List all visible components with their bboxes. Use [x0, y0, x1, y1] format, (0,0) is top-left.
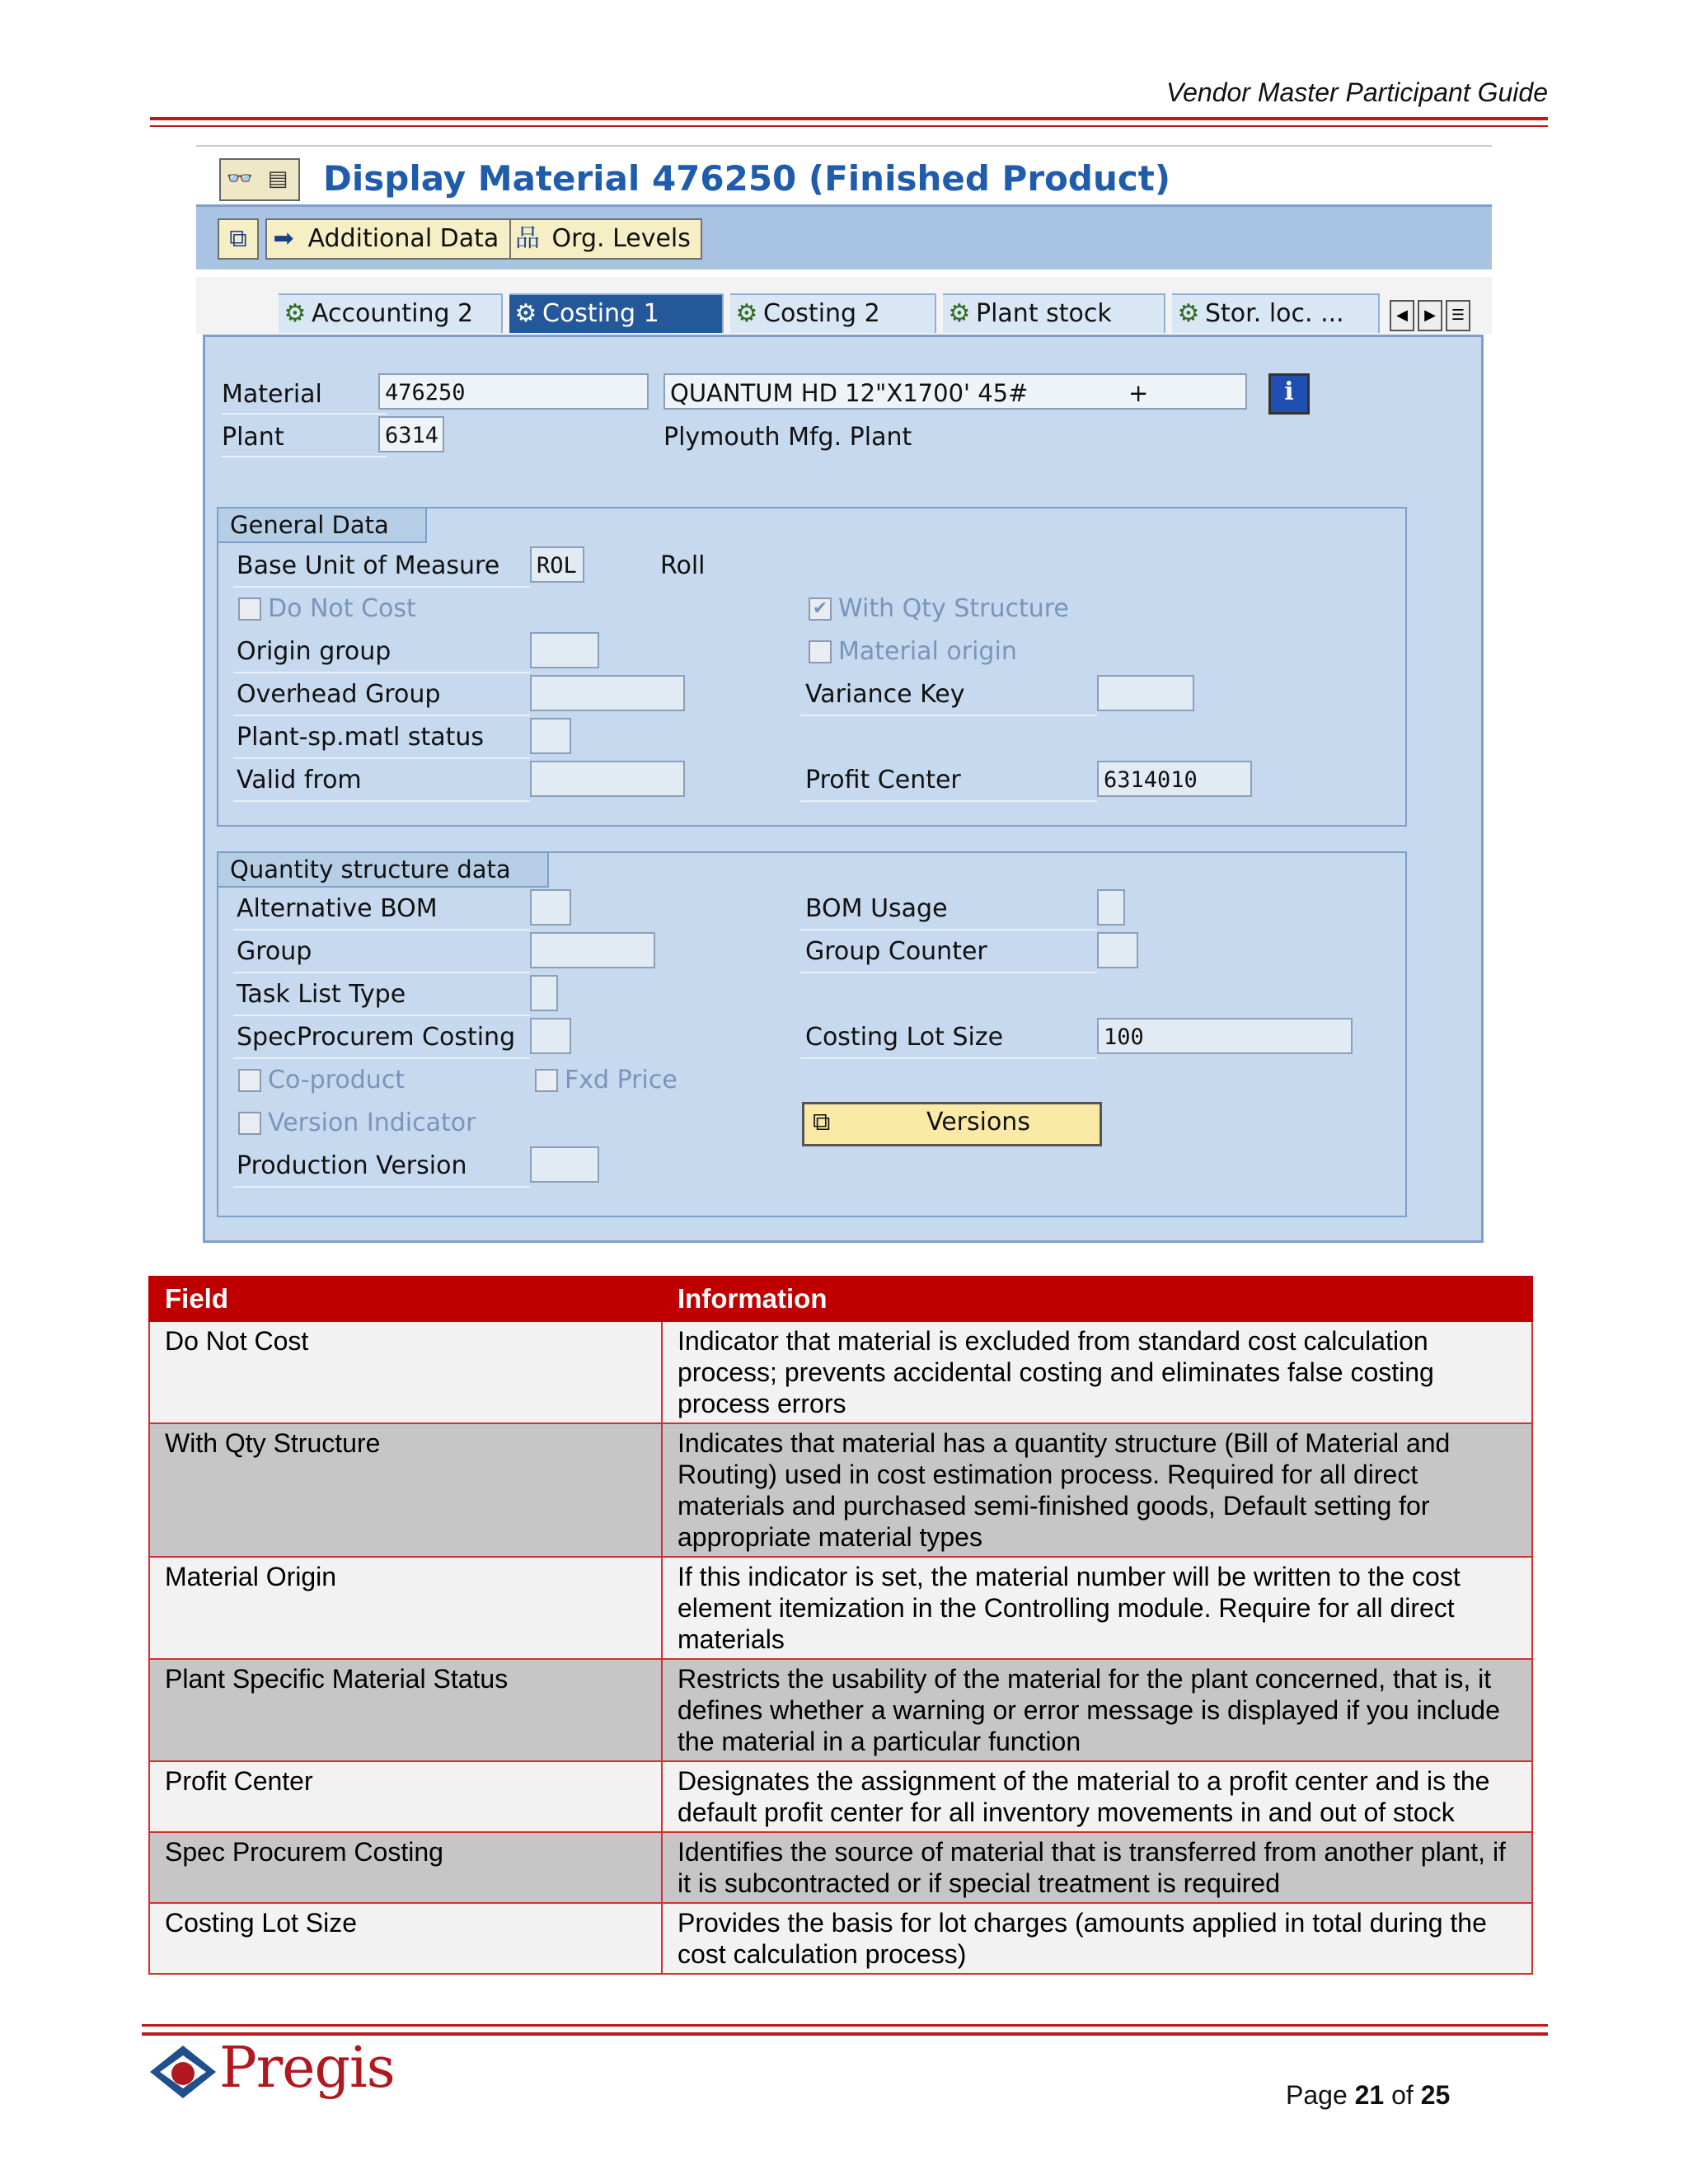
tab-label: Stor. loc. ...	[1205, 299, 1344, 328]
versions-button[interactable]	[802, 1102, 1102, 1146]
overhead-group-label: Overhead Group	[237, 680, 441, 709]
label-underline	[233, 586, 530, 588]
tab-accounting-2[interactable]	[279, 293, 503, 333]
plant-sp-status-field[interactable]	[530, 718, 571, 754]
spec-procurem-costing-label: SpecProcurem Costing	[237, 1023, 516, 1052]
task-list-type-field[interactable]	[530, 975, 558, 1011]
checkmark-icon: ✔	[812, 598, 828, 619]
table-cell-info: Provides the basis for lot charges (amounts applied in total during the cost calculation process)	[662, 1903, 1532, 1974]
with-qty-structure-checkbox[interactable]	[809, 598, 832, 621]
org-levels-button[interactable]	[509, 218, 702, 260]
label-underline	[233, 672, 530, 673]
tab-icon: ⚙	[284, 299, 307, 328]
tab-scroll-left-button[interactable]	[1390, 300, 1414, 331]
tab-scroll-right-button[interactable]	[1418, 300, 1442, 331]
label-underline	[800, 715, 1097, 716]
table-header-info: Information	[662, 1277, 1532, 1321]
tab-icon: ⚙	[514, 299, 537, 328]
label-underline	[800, 929, 1097, 930]
valid-from-label: Valid from	[237, 766, 362, 794]
tab-label: Accounting 2	[312, 299, 474, 328]
table-cell-field: Material Origin	[149, 1557, 662, 1659]
costing-lot-size-label: Costing Lot Size	[805, 1023, 1004, 1052]
tab-plant-stock[interactable]	[943, 293, 1165, 333]
base-uom-label: Base Unit of Measure	[237, 551, 500, 580]
table-cell-info: Indicator that material is excluded from standard cost calculation process; prevents accidental costing and eliminates false costing process errors	[662, 1321, 1532, 1423]
field-info-table	[148, 1276, 1533, 1975]
production-version-label: Production Version	[237, 1151, 467, 1180]
plant-description: Plymouth Mfg. Plant	[663, 423, 912, 452]
sap-screen-title: Display Material 476250 (Finished Product)	[323, 158, 1171, 199]
costing-lot-size-field[interactable]: 100	[1097, 1018, 1353, 1054]
spec-procurem-costing-field[interactable]	[530, 1018, 571, 1054]
table-cell-field: With Qty Structure	[149, 1423, 662, 1557]
table-cell-field: Do Not Cost	[149, 1321, 662, 1423]
profit-center-label: Profit Center	[805, 766, 961, 794]
tab-label: Costing 1	[542, 299, 659, 328]
table-cell-info: If this indicator is set, the material number will be written to the cost element itemization in the Controlling module. Require for all direct materials	[662, 1557, 1532, 1659]
overhead-group-field[interactable]	[530, 675, 685, 711]
profit-center-field[interactable]: 6314010	[1097, 761, 1252, 797]
screens-icon: ⧉	[229, 224, 247, 253]
tab-label: Costing 2	[763, 299, 880, 328]
bom-usage-label: BOM Usage	[805, 894, 948, 923]
plant-sp-status-label: Plant-sp.matl status	[237, 723, 485, 752]
tab-stor-loc[interactable]	[1172, 293, 1380, 333]
plant-label: Plant	[222, 423, 284, 452]
label-underline	[233, 1186, 530, 1188]
material-description-plus: +	[1128, 379, 1149, 407]
general-data-group	[217, 507, 1407, 827]
page-current: 21	[1354, 2080, 1385, 2110]
label-underline	[800, 1057, 1097, 1059]
alternative-bom-label: Alternative BOM	[237, 894, 438, 923]
quantity-structure-title: Quantity structure data	[217, 851, 549, 888]
additional-data-button[interactable]	[265, 218, 516, 260]
sap-toolbar	[196, 204, 1492, 269]
table-row	[149, 1557, 1532, 1659]
co-product-label: Co-product	[268, 1066, 406, 1094]
variance-key-field[interactable]	[1097, 675, 1194, 711]
general-data-title: General Data	[217, 507, 427, 543]
fxd-price-checkbox[interactable]	[535, 1069, 558, 1092]
caret-left-icon: ◀	[1396, 307, 1408, 324]
table-cell-info: Designates the assignment of the material to a profit center and is the default profit center for all inventory movements in and out of stock	[662, 1761, 1532, 1832]
header-rule-thin	[150, 125, 1548, 127]
group-field[interactable]	[530, 932, 655, 968]
versions-icon: ⧉	[813, 1108, 831, 1137]
sap-title-bar	[196, 145, 1492, 211]
tab-costing-2[interactable]	[730, 293, 936, 333]
pregis-logo-text: Pregis	[219, 2036, 395, 2101]
table-cell-field: Costing Lot Size	[149, 1903, 662, 1974]
version-indicator-checkbox[interactable]	[238, 1112, 261, 1135]
label-underline	[800, 972, 1097, 973]
header-rule	[150, 117, 1548, 120]
do-not-cost-label: Do Not Cost	[268, 594, 416, 623]
page-of: of	[1391, 2080, 1414, 2110]
label-underline	[233, 972, 530, 973]
version-indicator-label: Version Indicator	[268, 1108, 476, 1137]
task-list-type-label: Task List Type	[237, 980, 406, 1009]
material-label: Material	[222, 380, 322, 409]
tab-icon: ⚙	[948, 299, 971, 328]
glasses-icon[interactable]: 👓	[226, 166, 254, 191]
additional-data-label: Additional Data	[307, 224, 499, 253]
material-field[interactable]: 476250	[378, 373, 649, 410]
table-row	[149, 1903, 1532, 1974]
tab-icon: ⚙	[1177, 299, 1200, 328]
label-underline	[233, 757, 530, 759]
tab-icon: ⚙	[735, 299, 758, 328]
variance-key-label: Variance Key	[805, 680, 965, 709]
table-header-row	[149, 1277, 1532, 1321]
label-underline	[233, 1015, 530, 1016]
table-header-field: Field	[149, 1277, 662, 1321]
bom-usage-field[interactable]	[1097, 889, 1125, 926]
table-cell-field: Plant Specific Material Status	[149, 1659, 662, 1761]
title-icon-group[interactable]	[219, 158, 300, 201]
info-icon[interactable]: i	[1268, 373, 1310, 415]
group-counter-label: Group Counter	[805, 937, 987, 966]
page-total: 25	[1420, 2080, 1451, 2110]
label-underline	[222, 413, 387, 415]
table-cell-info: Identifies the source of material that is transferred from another plant, if it is subcontracted or if special treatment is required	[662, 1832, 1532, 1903]
fxd-price-label: Fxd Price	[565, 1066, 678, 1094]
do-not-cost-checkbox[interactable]	[238, 598, 261, 621]
label-underline	[800, 800, 1097, 802]
alternative-bom-field[interactable]	[530, 889, 571, 926]
co-product-checkbox[interactable]	[238, 1069, 261, 1092]
arrow-right-icon: ➡	[273, 224, 294, 253]
table-cell-info: Restricts the usability of the material for the plant concerned, that is, it defines whether a warning or error message is displayed if you include the material in a particular function	[662, 1659, 1532, 1761]
tab-label: Plant stock	[976, 299, 1112, 328]
material-origin-checkbox[interactable]	[809, 640, 832, 663]
origin-group-field[interactable]	[530, 632, 599, 668]
sap-body	[203, 335, 1484, 1243]
table-row	[149, 1659, 1532, 1761]
base-uom-field[interactable]: ROL	[530, 546, 584, 583]
switch-view-button[interactable]	[218, 218, 259, 260]
group-counter-field[interactable]	[1097, 932, 1138, 968]
label-underline	[233, 929, 530, 930]
group-label: Group	[237, 937, 312, 966]
table-cell-info: Indicates that material has a quantity structure (Bill of Material and Routing) used in cost estimation process. Required for all direct materials and purchased semi-finished goods, Default setting for appropriate material types	[662, 1423, 1532, 1557]
material-description-text: QUANTUM HD 12"X1700' 45#	[670, 379, 1029, 407]
org-levels-label: Org. Levels	[551, 224, 691, 253]
caret-right-icon: ▶	[1424, 307, 1436, 324]
plant-field[interactable]: 6314	[378, 416, 444, 452]
with-qty-structure-label: With Qty Structure	[838, 594, 1069, 623]
doc-header-title: Vendor Master Participant Guide	[1165, 77, 1548, 107]
material-origin-label: Material origin	[838, 637, 1017, 666]
label-underline	[233, 715, 530, 716]
table-cell-field: Profit Center	[149, 1761, 662, 1832]
page-prefix: Page	[1286, 2080, 1348, 2110]
table-cell-field: Spec Procurem Costing	[149, 1832, 662, 1903]
sap-window	[196, 138, 1492, 1246]
pregis-logo-icon	[148, 2044, 218, 2100]
table-row	[149, 1423, 1532, 1557]
footer-rule-thin	[142, 2024, 1548, 2027]
valid-from-field[interactable]	[530, 761, 685, 797]
tabstrip	[196, 277, 1492, 335]
base-uom-text: Roll	[660, 551, 706, 580]
page-number	[1286, 2080, 1450, 2111]
label-underline	[233, 1057, 530, 1059]
org-tree-icon: 品	[515, 224, 540, 253]
versions-label: Versions	[926, 1108, 1030, 1137]
tab-list-button[interactable]	[1446, 300, 1470, 331]
production-version-field[interactable]	[530, 1146, 599, 1183]
material-description-field[interactable]	[663, 373, 1247, 410]
table-row	[149, 1321, 1532, 1423]
tab-costing-1[interactable]	[509, 293, 724, 333]
table-row	[149, 1761, 1532, 1832]
document-icon[interactable]: ▤	[267, 166, 288, 191]
label-underline	[233, 800, 530, 802]
list-icon: ☰	[1451, 307, 1465, 324]
table-row	[149, 1832, 1532, 1903]
origin-group-label: Origin group	[237, 637, 392, 666]
label-underline	[222, 456, 387, 457]
quantity-structure-group	[217, 851, 1407, 1217]
